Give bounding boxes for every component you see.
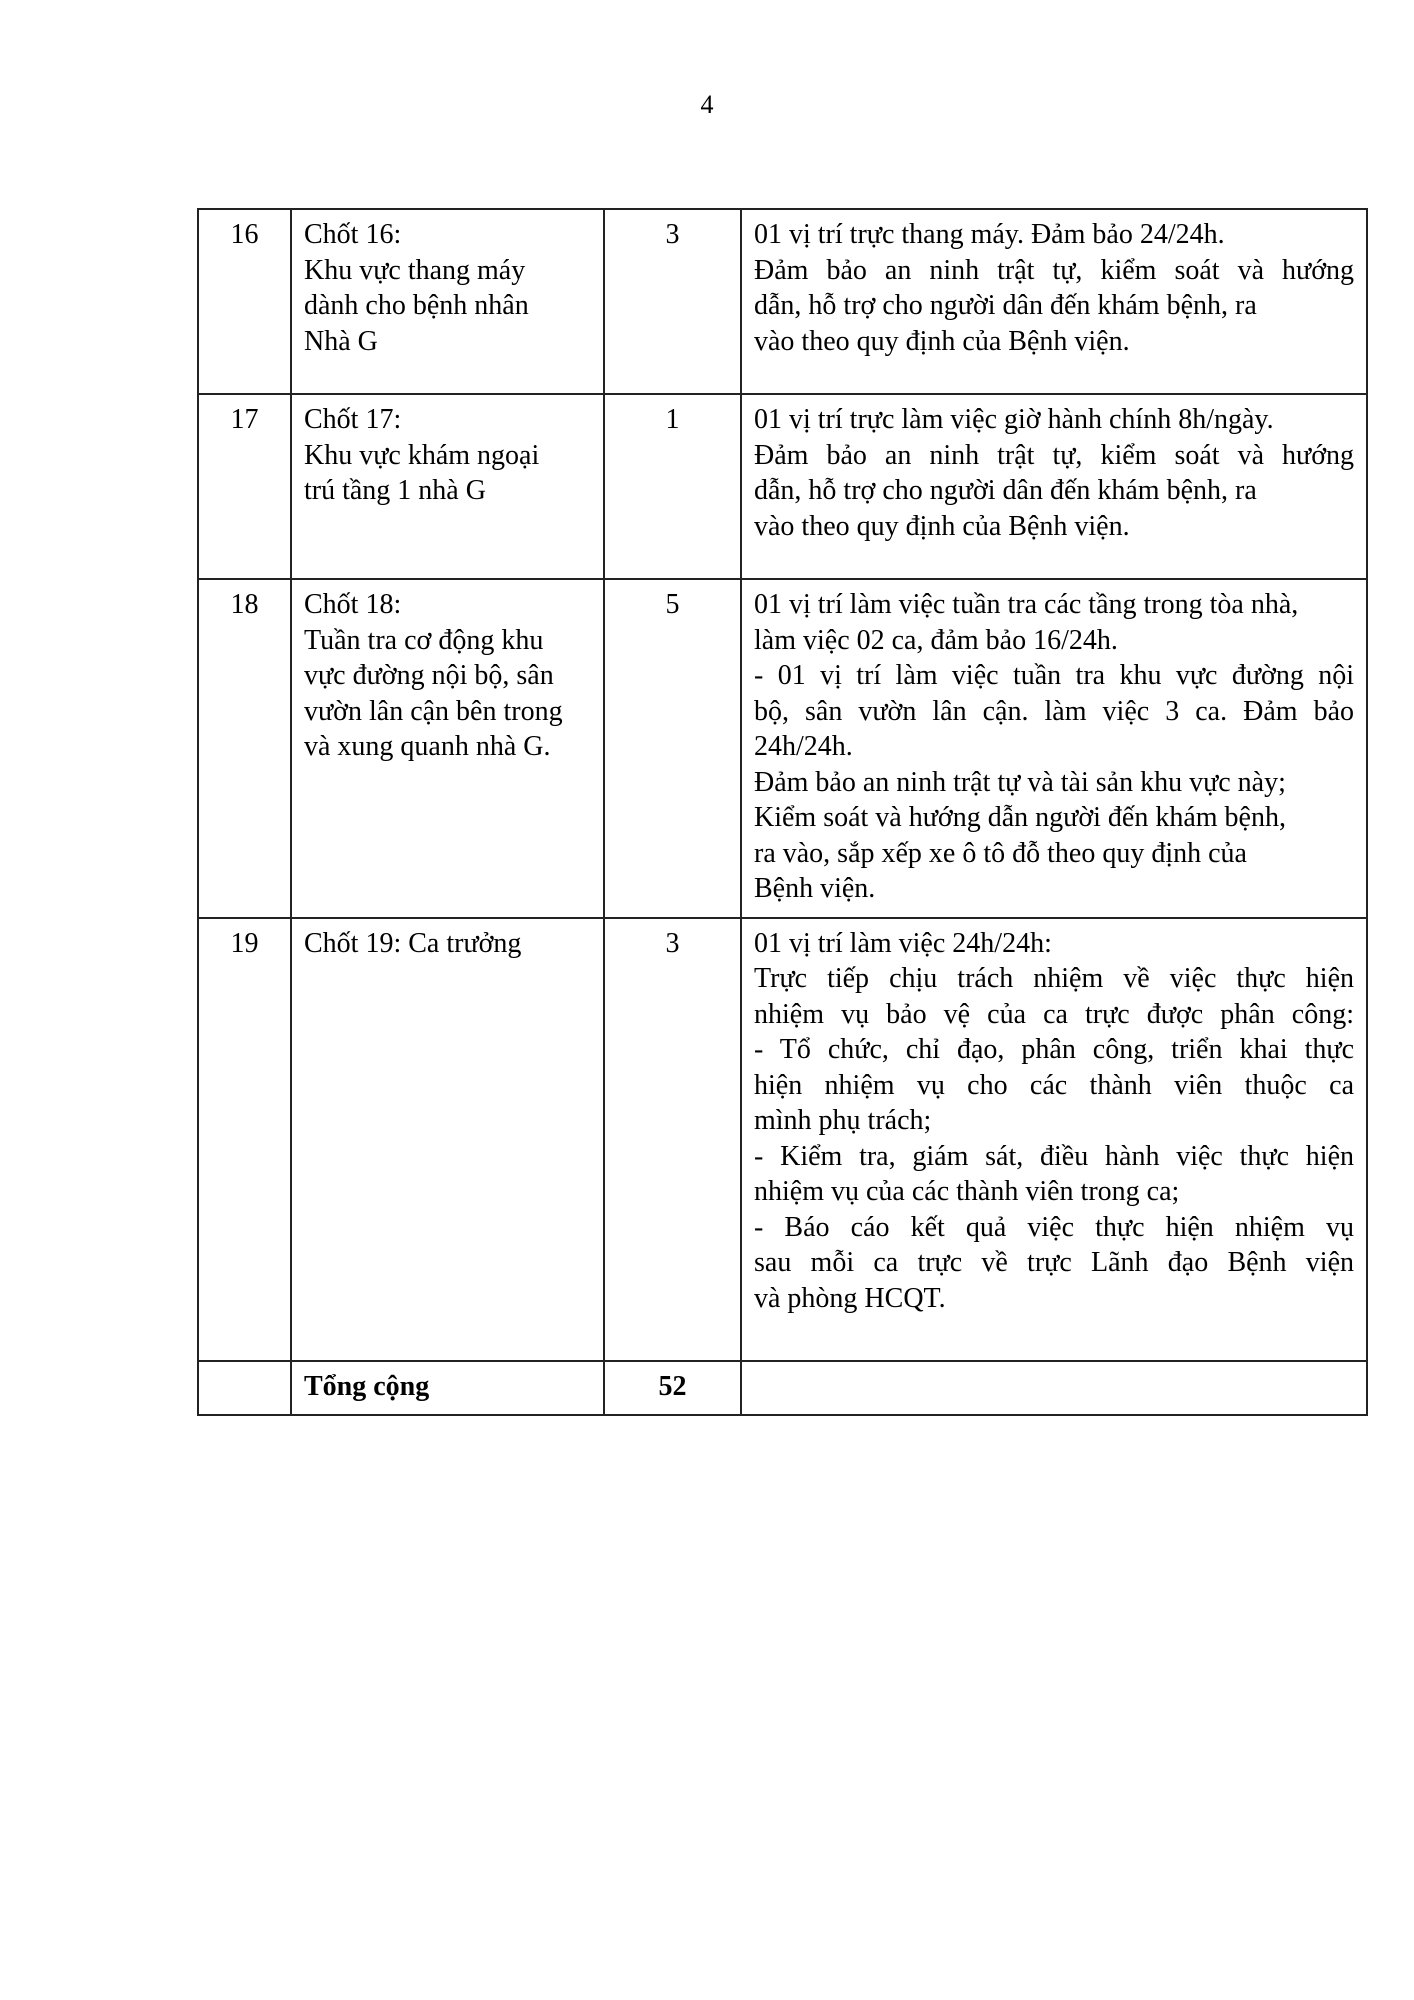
description-line: nhiệm vụ bảo vệ của ca trực được phân công: <box>754 998 1354 1030</box>
description-line: - Kiểm tra, giám sát, điều hành việc thực hiện <box>754 1140 1354 1172</box>
post-line: Khu vực thang máy <box>304 254 526 286</box>
post-line: và xung quanh nhà G. <box>304 731 551 762</box>
description-line: Kiểm soát và hướng dẫn người đến khám bệnh, <box>754 802 1286 833</box>
post-line: Nhà G <box>304 325 378 357</box>
row-number: 19 <box>198 918 291 1361</box>
table-row <box>198 918 1367 1361</box>
duty-description <box>741 579 1367 918</box>
description-line: 01 vị trí làm việc 24h/24h: <box>754 927 1052 959</box>
page-number: 4 <box>700 90 714 119</box>
total-quantity: 52 <box>604 1361 741 1416</box>
description-line: - Báo cáo kết quả việc thực hiện nhiệm vụ <box>754 1211 1354 1243</box>
post-name <box>291 209 604 394</box>
description-line: nhiệm vụ của các thành viên trong ca; <box>754 1176 1180 1207</box>
description-line: - Tổ chức, chỉ đạo, phân công, triển khai thực <box>754 1034 1354 1065</box>
description-line: dẫn, hỗ trợ cho người dân đến khám bệnh, ra <box>754 290 1257 321</box>
post-name <box>291 394 604 579</box>
total-label: Tổng cộng <box>291 1361 604 1416</box>
row-number: 18 <box>198 579 291 918</box>
description-line: Đảm bảo an ninh trật tự, kiểm soát và hướng <box>754 254 1354 286</box>
description-line: mình phụ trách; <box>754 1105 932 1136</box>
description-line: dẫn, hỗ trợ cho người dân đến khám bệnh, ra <box>754 475 1257 506</box>
post-line: vực đường nội bộ, sân <box>304 660 554 691</box>
description-line: Bệnh viện. <box>754 873 876 904</box>
description-line: 01 vị trí trực thang máy. Đảm bảo 24/24h. <box>754 219 1225 250</box>
total-empty-cell <box>198 1361 291 1416</box>
row-number: 16 <box>198 209 291 394</box>
table-row <box>198 579 1367 918</box>
duty-description <box>741 918 1367 1361</box>
post-line: dành cho bệnh nhân <box>304 290 529 321</box>
post-line: Tuần tra cơ động khu <box>304 624 544 656</box>
description-line: Đảm bảo an ninh trật tự và tài sản khu vực này; <box>754 766 1286 798</box>
description-line: vào theo quy định của Bệnh viện. <box>754 325 1130 357</box>
post-line: Chốt 18: <box>304 589 402 620</box>
duty-description <box>741 394 1367 579</box>
post-line: Chốt 16: <box>304 219 402 250</box>
quantity: 5 <box>604 579 741 918</box>
post-line: Chốt 17: <box>304 404 402 435</box>
description-line: ra vào, sắp xếp xe ô tô đỗ theo quy định của <box>754 837 1247 869</box>
description-line: bộ, sân vườn lân cận. làm việc 3 ca. Đảm bảo <box>754 695 1354 727</box>
post-line: Chốt 19: Ca trưởng <box>304 927 522 959</box>
description-line: hiện nhiệm vụ cho các thành viên thuộc ca <box>754 1069 1354 1101</box>
table-row <box>198 209 1367 394</box>
description-line: Đảm bảo an ninh trật tự, kiểm soát và hướng <box>754 439 1354 471</box>
description-line: sau mỗi ca trực về trực Lãnh đạo Bệnh viện <box>754 1247 1354 1278</box>
total-empty-cell <box>741 1361 1367 1416</box>
post-name <box>291 579 604 918</box>
post-line: vườn lân cận bên trong <box>304 695 563 727</box>
description-line: và phòng HCQT. <box>754 1282 946 1314</box>
description-line: 01 vị trí làm việc tuần tra các tầng trong tòa nhà, <box>754 589 1299 620</box>
post-name <box>291 918 604 1361</box>
description-line: Trực tiếp chịu trách nhiệm về việc thực hiện <box>754 963 1354 994</box>
duty-description <box>741 209 1367 394</box>
description-line: làm việc 02 ca, đảm bảo 16/24h. <box>754 624 1118 656</box>
total-row <box>198 1361 1367 1416</box>
quantity: 1 <box>604 394 741 579</box>
quantity: 3 <box>604 918 741 1361</box>
post-line: trú tầng 1 nhà G <box>304 475 486 506</box>
description-line: 01 vị trí trực làm việc giờ hành chính 8h/ngày. <box>754 404 1274 435</box>
quantity: 3 <box>604 209 741 394</box>
table-row <box>198 394 1367 579</box>
duty-post-table <box>197 208 1368 1416</box>
description-line: vào theo quy định của Bệnh viện. <box>754 510 1130 542</box>
description-line: - 01 vị trí làm việc tuần tra khu vực đường nội <box>754 660 1354 691</box>
description-line: 24h/24h. <box>754 731 853 762</box>
post-line: Khu vực khám ngoại <box>304 439 540 471</box>
row-number: 17 <box>198 394 291 579</box>
